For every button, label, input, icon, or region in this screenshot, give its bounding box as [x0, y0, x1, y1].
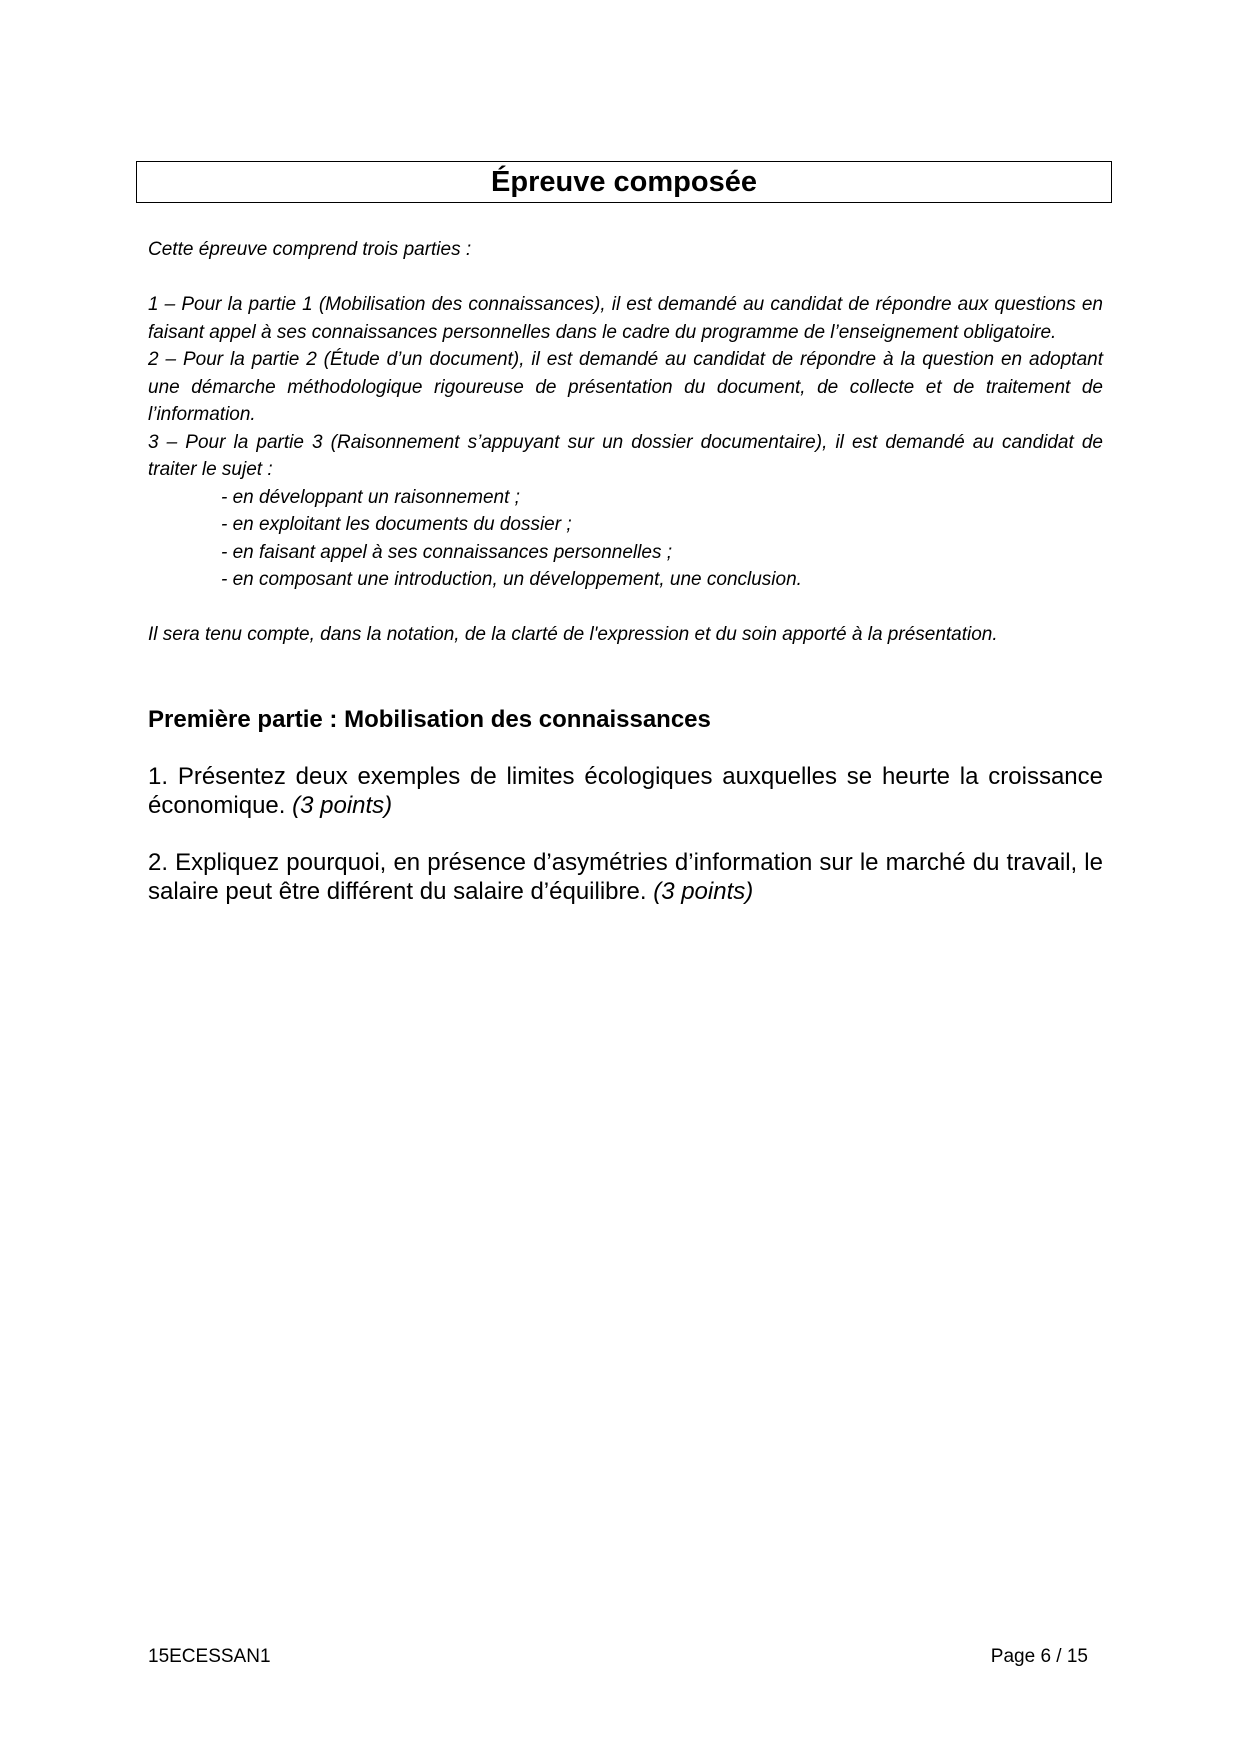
instructions-part-1: 1 – Pour la partie 1 (Mobilisation des connaissances), il est demandé au candidat de répondre aux questions en faisant appel à ses connaissances personnelles dans le cadre du programme de l’enseignement obligatoire.: [148, 294, 1103, 343]
question-2: [148, 848, 1103, 906]
bullet-item: - en développant un raisonnement ;: [221, 486, 520, 508]
instructions-intro: Cette épreuve comprend trois parties :: [148, 239, 472, 260]
bullet-item: - en exploitant les documents du dossier ;: [221, 514, 572, 535]
section-heading: Première partie : Mobilisation des connaissances: [148, 706, 711, 733]
question-2-text: 2. Expliquez pourquoi, en présence d’asymétries d’information sur le marché du travail, le salaire peut être différent du salaire d’équilibre.: [148, 849, 1103, 905]
footer-code: 15ECESSAN1: [148, 1646, 271, 1667]
instructions-block: [148, 236, 1103, 649]
question-1-points: (3 points): [292, 792, 393, 819]
notation-note: Il sera tenu compte, dans la notation, de la clarté de l'expression et du soin apporté à la présentation.: [148, 624, 998, 645]
bullet-item: - en composant une introduction, un développement, une conclusion.: [221, 569, 802, 590]
question-2-points: (3 points): [653, 878, 754, 905]
title-box: [136, 161, 1112, 203]
instructions-part-3: 3 – Pour la partie 3 (Raisonnement s’appuyant sur un dossier documentaire), il est demandé au candidat de traiter le sujet :: [148, 431, 1103, 480]
question-1: [148, 762, 1103, 820]
footer-page-number: Page 6 / 15: [990, 1646, 1088, 1667]
instructions-part-2: 2 – Pour la partie 2 (Étude d’un document), il est demandé au candidat de répondre à la question en adoptant une démarche méthodologique rigoureuse de présentation du document, de collecte et de traitement de l’information.: [148, 349, 1103, 425]
instructions-bullet-list: [148, 484, 1103, 594]
question-1-text: 1. Présentez deux exemples de limites écologiques auxquelles se heurte la croissance économique.: [148, 763, 1103, 819]
bullet-item: - en faisant appel à ses connaissances personnelles ;: [221, 541, 672, 563]
page-title: Épreuve composée: [491, 165, 757, 198]
